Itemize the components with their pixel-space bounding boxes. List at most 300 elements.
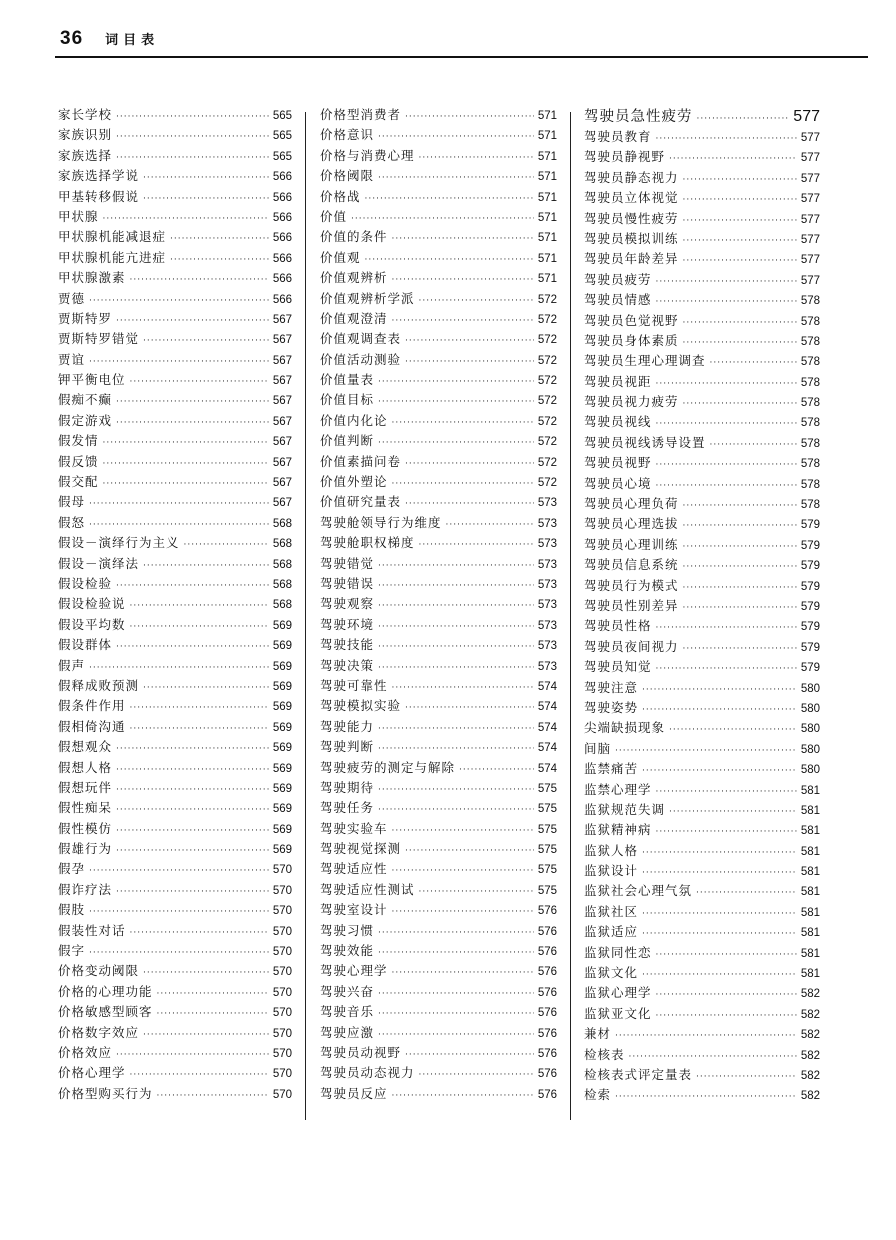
leader-dots bbox=[157, 1091, 269, 1101]
leader-dots bbox=[656, 664, 797, 674]
entry-term: 驾驶员视线 bbox=[584, 414, 652, 430]
leader-dots bbox=[378, 132, 534, 142]
entry-page-number: 572 bbox=[537, 293, 557, 306]
entry-page-number: 579 bbox=[800, 641, 820, 654]
leader-dots bbox=[143, 683, 269, 693]
index-entry bbox=[584, 188, 820, 208]
entry-term: 假雄行为 bbox=[58, 841, 113, 857]
leader-dots bbox=[683, 644, 797, 654]
entry-term: 监禁心理学 bbox=[584, 781, 652, 797]
index-entry bbox=[58, 1023, 292, 1043]
index-entry bbox=[584, 514, 820, 534]
index-entry bbox=[58, 941, 292, 961]
entry-page-number: 575 bbox=[537, 884, 557, 897]
entry-term: 价值素描问卷 bbox=[320, 453, 402, 469]
leader-dots bbox=[683, 399, 797, 409]
index-entry bbox=[584, 881, 820, 901]
index-entry bbox=[58, 1043, 292, 1063]
leader-dots bbox=[656, 481, 797, 491]
leader-dots bbox=[103, 459, 269, 469]
entry-page-number: 571 bbox=[537, 191, 557, 204]
entry-term: 驾驶注意 bbox=[584, 679, 639, 695]
leader-dots bbox=[378, 642, 534, 652]
entry-page-number: 573 bbox=[537, 660, 557, 673]
entry-term: 假性模仿 bbox=[58, 820, 113, 836]
index-entry bbox=[58, 859, 292, 879]
leader-dots bbox=[683, 318, 797, 328]
entry-page-number: 570 bbox=[272, 925, 292, 938]
leader-dots bbox=[683, 562, 797, 572]
index-entry bbox=[58, 921, 292, 941]
index-entry bbox=[584, 372, 820, 392]
entry-term: 假肢 bbox=[58, 902, 86, 918]
entry-term: 驾驶应激 bbox=[320, 1024, 375, 1040]
entry-term: 驾驶员视距 bbox=[584, 373, 652, 389]
index-entry bbox=[584, 800, 820, 820]
leader-dots bbox=[683, 256, 797, 266]
entry-term: 价值量表 bbox=[320, 372, 375, 388]
index-entry bbox=[320, 676, 557, 696]
header-rule bbox=[55, 56, 868, 58]
index-entry bbox=[320, 656, 557, 676]
leader-dots bbox=[89, 663, 269, 673]
index-entry bbox=[584, 983, 820, 1003]
entry-page-number: 572 bbox=[537, 436, 557, 449]
entry-page-number: 572 bbox=[537, 313, 557, 326]
entry-page-number: 566 bbox=[272, 191, 292, 204]
entry-term: 驾驶员视野 bbox=[584, 455, 652, 471]
entry-page-number: 572 bbox=[537, 477, 557, 490]
entry-page-number: 577 bbox=[800, 193, 820, 206]
entry-term: 驾驶员静视野 bbox=[584, 149, 666, 165]
index-entry bbox=[58, 370, 292, 390]
leader-dots bbox=[103, 214, 269, 224]
leader-dots bbox=[710, 358, 797, 368]
leader-dots bbox=[656, 787, 797, 797]
entry-page-number: 566 bbox=[272, 171, 292, 184]
entry-page-number: 569 bbox=[272, 640, 292, 653]
leader-dots bbox=[116, 744, 269, 754]
entry-page-number: 573 bbox=[537, 558, 557, 571]
index-entry bbox=[58, 1084, 292, 1104]
index-entry bbox=[58, 900, 292, 920]
leader-dots bbox=[683, 501, 797, 511]
leader-dots bbox=[656, 277, 797, 287]
entry-page-number: 569 bbox=[272, 782, 292, 795]
leader-dots bbox=[143, 194, 269, 204]
index-entry bbox=[58, 635, 292, 655]
leader-dots bbox=[378, 785, 534, 795]
page-number: 36 bbox=[60, 28, 84, 49]
entry-term: 驾驶环境 bbox=[320, 616, 375, 632]
entry-page-number: 572 bbox=[537, 354, 557, 367]
leader-dots bbox=[378, 377, 534, 387]
entry-term: 驾驶心理学 bbox=[320, 963, 388, 979]
entry-term: 驾驶实验车 bbox=[320, 820, 388, 836]
leader-dots bbox=[143, 968, 269, 978]
index-entry bbox=[320, 798, 557, 818]
leader-dots bbox=[116, 846, 269, 856]
entry-page-number: 581 bbox=[800, 927, 820, 940]
leader-dots bbox=[378, 1009, 534, 1019]
leader-dots bbox=[365, 255, 534, 265]
entry-term: 驾驶视觉探测 bbox=[320, 841, 402, 857]
entry-page-number: 570 bbox=[272, 1007, 292, 1020]
entry-page-number: 577 bbox=[800, 233, 820, 246]
index-entry bbox=[320, 268, 557, 288]
entry-term: 家长学校 bbox=[58, 107, 113, 122]
index-entry bbox=[320, 839, 557, 859]
index-entry bbox=[584, 841, 820, 861]
leader-dots bbox=[157, 989, 269, 999]
entry-page-number: 568 bbox=[272, 517, 292, 530]
entry-page-number: 568 bbox=[272, 558, 292, 571]
entry-term: 驾驶员心理负荷 bbox=[584, 496, 679, 512]
entry-page-number: 580 bbox=[800, 764, 820, 777]
index-entry bbox=[584, 555, 820, 575]
index-entry bbox=[320, 594, 557, 614]
index-entry bbox=[58, 798, 292, 818]
leader-dots bbox=[103, 479, 269, 489]
leader-dots bbox=[392, 316, 534, 326]
leader-dots bbox=[378, 989, 534, 999]
entry-page-number: 570 bbox=[272, 986, 292, 999]
entry-term: 假痴不癫 bbox=[58, 392, 113, 408]
entry-term: 假声 bbox=[58, 657, 86, 673]
entry-term: 价值内化论 bbox=[320, 412, 388, 428]
entry-page-number: 582 bbox=[800, 1069, 820, 1082]
entry-term: 价值 bbox=[320, 208, 348, 224]
entry-term: 假性痴呆 bbox=[58, 800, 113, 816]
entry-page-number: 577 bbox=[800, 213, 820, 226]
index-entry bbox=[584, 922, 820, 942]
entry-page-number: 578 bbox=[800, 437, 820, 450]
entry-term: 检核表式评定量表 bbox=[584, 1066, 693, 1082]
entry-term: 监狱适应 bbox=[584, 924, 639, 940]
index-entry bbox=[320, 105, 557, 125]
entry-term: 驾驶舱职权梯度 bbox=[320, 535, 415, 551]
entry-term: 价值目标 bbox=[320, 392, 375, 408]
entry-term: 钾平衡电位 bbox=[58, 372, 126, 388]
index-entry bbox=[584, 290, 820, 310]
entry-page-number: 576 bbox=[537, 1068, 557, 1081]
index-column-3 bbox=[584, 105, 820, 1106]
entry-page-number: 581 bbox=[800, 784, 820, 797]
index-entry bbox=[584, 616, 820, 636]
leader-dots bbox=[419, 296, 534, 306]
index-entry bbox=[58, 594, 292, 614]
index-entry bbox=[320, 472, 557, 492]
entry-page-number: 579 bbox=[800, 560, 820, 573]
index-entry bbox=[584, 1065, 820, 1085]
entry-page-number: 575 bbox=[537, 864, 557, 877]
index-entry bbox=[320, 880, 557, 900]
entry-page-number: 568 bbox=[272, 578, 292, 591]
entry-term: 驾驶员信息系统 bbox=[584, 557, 679, 573]
index-entry bbox=[584, 270, 820, 290]
index-entry bbox=[584, 1045, 820, 1065]
leader-dots bbox=[710, 440, 797, 450]
entry-page-number: 572 bbox=[537, 395, 557, 408]
entry-page-number: 573 bbox=[537, 640, 557, 653]
index-entry bbox=[58, 574, 292, 594]
index-entry bbox=[584, 698, 820, 718]
leader-dots bbox=[405, 357, 534, 367]
entry-page-number: 568 bbox=[272, 538, 292, 551]
index-entry bbox=[320, 859, 557, 879]
leader-dots bbox=[130, 601, 269, 611]
index-entry bbox=[320, 1043, 557, 1063]
index-entry bbox=[584, 168, 820, 188]
entry-page-number: 575 bbox=[537, 844, 557, 857]
index-entry bbox=[584, 1085, 820, 1105]
entry-page-number: 569 bbox=[272, 701, 292, 714]
leader-dots bbox=[378, 928, 534, 938]
entry-term: 假释成败预测 bbox=[58, 677, 140, 693]
entry-term: 价格心理学 bbox=[58, 1065, 126, 1081]
entry-page-number: 571 bbox=[537, 150, 557, 163]
index-entry bbox=[58, 615, 292, 635]
index-entry bbox=[58, 717, 292, 737]
leader-dots bbox=[89, 866, 269, 876]
index-entry bbox=[584, 412, 820, 432]
leader-dots bbox=[184, 540, 269, 550]
entry-term: 驾驶适应性测试 bbox=[320, 881, 415, 897]
entry-page-number: 575 bbox=[537, 803, 557, 816]
entry-page-number: 565 bbox=[272, 110, 292, 122]
index-entry bbox=[320, 574, 557, 594]
entry-term: 驾驶音乐 bbox=[320, 1004, 375, 1020]
leader-dots bbox=[143, 561, 269, 571]
leader-dots bbox=[642, 970, 797, 980]
index-entry bbox=[320, 248, 557, 268]
entry-term: 甲基转移假说 bbox=[58, 188, 140, 204]
leader-dots bbox=[116, 418, 269, 428]
leader-dots bbox=[392, 234, 534, 244]
entry-page-number: 570 bbox=[272, 1047, 292, 1060]
entry-term: 价格数字效应 bbox=[58, 1024, 140, 1040]
entry-term: 贾斯特罗错觉 bbox=[58, 331, 140, 347]
index-entry bbox=[58, 839, 292, 859]
entry-page-number: 580 bbox=[800, 743, 820, 756]
entry-term: 兼材 bbox=[584, 1026, 612, 1042]
index-entry bbox=[58, 125, 292, 145]
entry-page-number: 578 bbox=[800, 458, 820, 471]
entry-term: 驾驶员动视野 bbox=[320, 1044, 402, 1060]
entry-term: 监狱社区 bbox=[584, 903, 639, 919]
entry-term: 价值观辨析学派 bbox=[320, 290, 415, 306]
entry-term: 假发情 bbox=[58, 433, 99, 449]
column-divider bbox=[305, 112, 306, 1120]
entry-page-number: 569 bbox=[272, 660, 292, 673]
entry-page-number: 572 bbox=[537, 375, 557, 388]
entry-term: 驾驶员情感 bbox=[584, 292, 652, 308]
leader-dots bbox=[130, 724, 269, 734]
leader-dots bbox=[642, 685, 797, 695]
entry-page-number: 567 bbox=[272, 313, 292, 326]
leader-dots bbox=[683, 583, 797, 593]
entry-page-number: 578 bbox=[800, 295, 820, 308]
index-entry bbox=[58, 778, 292, 798]
entry-term: 监狱人格 bbox=[584, 842, 639, 858]
entry-term: 监狱精神病 bbox=[584, 822, 652, 838]
index-entry bbox=[320, 125, 557, 145]
entry-page-number: 571 bbox=[537, 273, 557, 286]
index-entry bbox=[584, 759, 820, 779]
leader-dots bbox=[392, 826, 534, 836]
entry-term: 驾驶观察 bbox=[320, 596, 375, 612]
entry-term: 尖端缺损现象 bbox=[584, 720, 666, 736]
leader-dots bbox=[378, 173, 534, 183]
entry-term: 假设群体 bbox=[58, 637, 113, 653]
entry-term: 驾驶习惯 bbox=[320, 922, 375, 938]
entry-term: 假条件作用 bbox=[58, 698, 126, 714]
entry-term: 驾驶疲劳的测定与解除 bbox=[320, 759, 456, 775]
entry-page-number: 575 bbox=[537, 823, 557, 836]
entry-term: 假相倚沟通 bbox=[58, 718, 126, 734]
entry-page-number: 574 bbox=[537, 721, 557, 734]
index-entry bbox=[584, 637, 820, 657]
entry-term: 驾驶员急性疲劳 bbox=[584, 109, 693, 125]
entry-page-number: 567 bbox=[272, 354, 292, 367]
leader-dots bbox=[656, 460, 797, 470]
entry-term: 假装性对话 bbox=[58, 922, 126, 938]
entry-page-number: 570 bbox=[272, 966, 292, 979]
entry-term: 监狱心理学 bbox=[584, 985, 652, 1001]
entry-page-number: 565 bbox=[272, 150, 292, 163]
entry-page-number: 571 bbox=[537, 211, 557, 224]
entry-term: 驾驶员反应 bbox=[320, 1085, 388, 1101]
entry-page-number: 581 bbox=[800, 947, 820, 960]
entry-term: 驾驶员性格 bbox=[584, 618, 652, 634]
index-entry bbox=[584, 1004, 820, 1024]
leader-dots bbox=[696, 1072, 797, 1082]
leader-dots bbox=[392, 479, 534, 489]
leader-dots bbox=[365, 194, 534, 204]
index-entry bbox=[584, 351, 820, 371]
entry-page-number: 578 bbox=[800, 335, 820, 348]
entry-term: 价格型消费者 bbox=[320, 107, 402, 122]
entry-term: 驾驶员心理训练 bbox=[584, 536, 679, 552]
entry-term: 驾驶员年龄差异 bbox=[584, 251, 679, 267]
entry-term: 价格效应 bbox=[58, 1044, 113, 1060]
index-entry bbox=[584, 1024, 820, 1044]
entry-page-number: 580 bbox=[800, 682, 820, 695]
index-entry bbox=[320, 696, 557, 716]
entry-page-number: 581 bbox=[800, 866, 820, 879]
entry-page-number: 566 bbox=[272, 273, 292, 286]
entry-term: 假设检验 bbox=[58, 575, 113, 591]
leader-dots bbox=[615, 1092, 797, 1102]
leader-dots bbox=[116, 765, 269, 775]
entry-term: 价值观 bbox=[320, 249, 361, 265]
index-entry bbox=[584, 311, 820, 331]
index-entry bbox=[320, 717, 557, 737]
entry-page-number: 581 bbox=[800, 886, 820, 899]
entry-page-number: 576 bbox=[537, 1007, 557, 1020]
entry-term: 价格阈限 bbox=[320, 168, 375, 184]
leader-dots bbox=[656, 950, 797, 960]
leader-dots bbox=[130, 377, 269, 387]
entry-term: 价格意识 bbox=[320, 127, 375, 143]
index-entry bbox=[584, 678, 820, 698]
leader-dots bbox=[419, 1070, 534, 1080]
entry-page-number: 582 bbox=[800, 988, 820, 1001]
entry-page-number: 567 bbox=[272, 415, 292, 428]
leader-dots bbox=[392, 275, 534, 285]
leader-dots bbox=[656, 990, 797, 1000]
leader-dots bbox=[392, 1091, 534, 1101]
index-entry bbox=[320, 513, 557, 533]
entry-page-number: 569 bbox=[272, 844, 292, 857]
index-entry bbox=[320, 289, 557, 309]
index-entry bbox=[58, 961, 292, 981]
index-entry bbox=[320, 492, 557, 512]
entry-page-number: 573 bbox=[537, 599, 557, 612]
entry-page-number: 569 bbox=[272, 762, 292, 775]
index-entry bbox=[584, 392, 820, 412]
index-entry bbox=[320, 533, 557, 553]
index-entry bbox=[58, 187, 292, 207]
leader-dots bbox=[683, 521, 797, 531]
leader-dots bbox=[143, 1030, 269, 1040]
index-entry bbox=[320, 166, 557, 186]
index-entry bbox=[320, 452, 557, 472]
index-entry bbox=[584, 963, 820, 983]
entry-term: 价值观调查表 bbox=[320, 331, 402, 347]
index-entry bbox=[320, 635, 557, 655]
entry-term: 价值的条件 bbox=[320, 229, 388, 245]
leader-dots bbox=[116, 132, 269, 142]
entry-term: 驾驶员心理选拔 bbox=[584, 516, 679, 532]
entry-page-number: 578 bbox=[800, 397, 820, 410]
index-entry bbox=[58, 1002, 292, 1022]
leader-dots bbox=[143, 336, 269, 346]
index-entry bbox=[58, 472, 292, 492]
entry-term: 驾驶员性别差异 bbox=[584, 597, 679, 613]
leader-dots bbox=[656, 134, 797, 144]
index-entry bbox=[58, 492, 292, 512]
leader-dots bbox=[405, 846, 534, 856]
entry-page-number: 569 bbox=[272, 823, 292, 836]
entry-term: 价值判断 bbox=[320, 433, 375, 449]
index-entry bbox=[58, 554, 292, 574]
index-entry bbox=[58, 227, 292, 247]
entry-page-number: 569 bbox=[272, 721, 292, 734]
entry-page-number: 582 bbox=[800, 1029, 820, 1042]
entry-term: 驾驶员生理心理调查 bbox=[584, 353, 706, 369]
leader-dots bbox=[696, 888, 797, 898]
index-entry bbox=[320, 1063, 557, 1083]
leader-dots bbox=[615, 1031, 797, 1041]
index-entry bbox=[320, 900, 557, 920]
entry-term: 假想观众 bbox=[58, 739, 113, 755]
index-entry bbox=[320, 350, 557, 370]
index-entry bbox=[320, 146, 557, 166]
entry-term: 驾驶员知觉 bbox=[584, 659, 652, 675]
entry-term: 家族选择学说 bbox=[58, 168, 140, 184]
entry-term: 价格战 bbox=[320, 188, 361, 204]
leader-dots bbox=[116, 805, 269, 815]
entry-term: 驾驶员视力疲劳 bbox=[584, 394, 679, 410]
entry-page-number: 579 bbox=[800, 600, 820, 613]
entry-term: 贾德 bbox=[58, 290, 86, 306]
entry-page-number: 582 bbox=[800, 1090, 820, 1103]
entry-page-number: 576 bbox=[537, 905, 557, 918]
entry-term: 驾驶员动态视力 bbox=[320, 1065, 415, 1081]
index-entry bbox=[320, 819, 557, 839]
entry-page-number: 582 bbox=[800, 1049, 820, 1062]
